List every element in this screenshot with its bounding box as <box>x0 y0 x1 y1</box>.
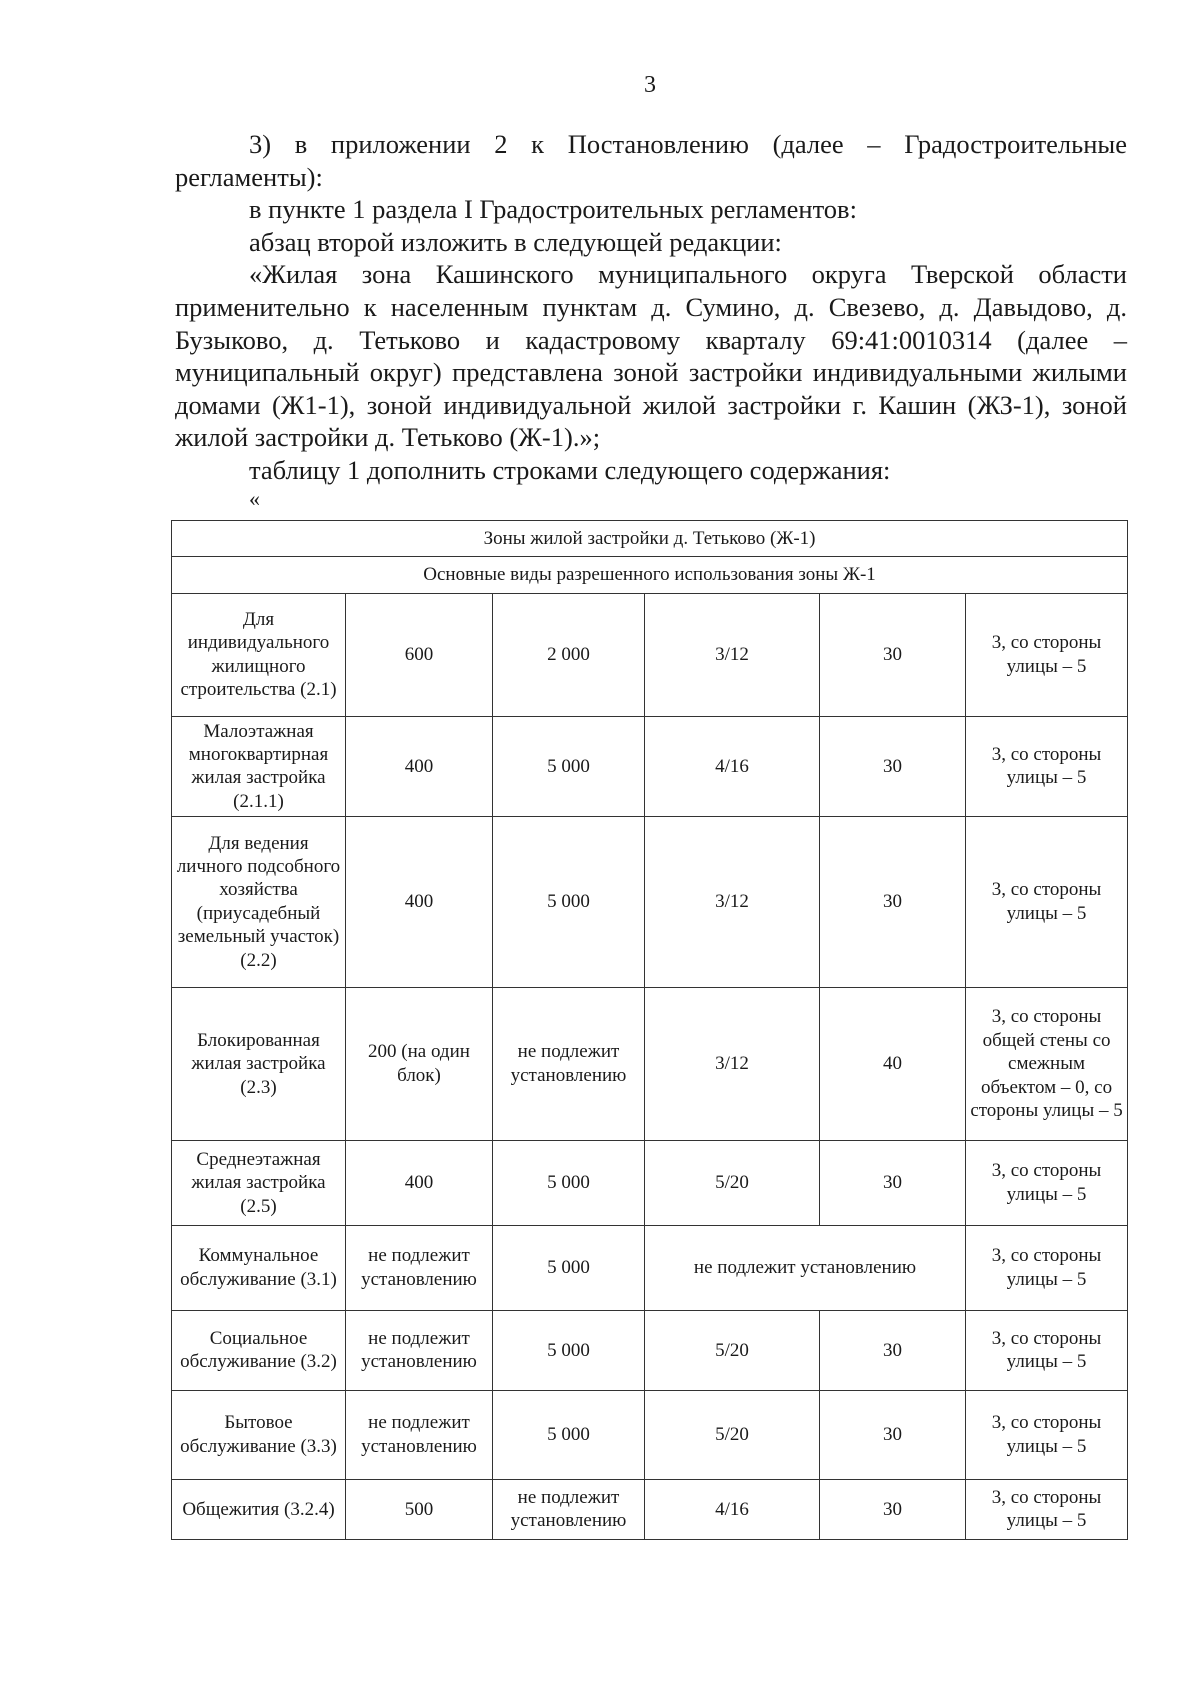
row-min-area: 500 <box>346 1479 493 1539</box>
row-max-area: не подлежит установлению <box>493 987 645 1140</box>
table-subtitle: Основные виды разрешенного использования зоны Ж-1 <box>172 557 1128 593</box>
row-max-area: 5 000 <box>493 1140 645 1225</box>
row-setback: 3, со стороны улицы – 5 <box>966 593 1128 716</box>
row-floors: 3/12 <box>645 816 820 987</box>
table-title: Зоны жилой застройки д. Тетьково (Ж-1) <box>172 521 1128 557</box>
table-title-row <box>172 521 1128 557</box>
row-min-area: 400 <box>346 716 493 816</box>
row-merged-not-set: не подлежит установлению <box>645 1225 966 1310</box>
row-floors: 3/12 <box>645 593 820 716</box>
table-row <box>172 1225 1128 1310</box>
table-row <box>172 1390 1128 1479</box>
row-min-area: 600 <box>346 593 493 716</box>
row-use-name: Среднеэтажная жилая застройка (2.5) <box>172 1140 346 1225</box>
row-min-area: не подлежит установлению <box>346 1310 493 1390</box>
row-use-name: Общежития (3.2.4) <box>172 1479 346 1539</box>
row-floors: 4/16 <box>645 716 820 816</box>
row-setback: 3, со стороны улицы – 5 <box>966 816 1128 987</box>
row-floors: 3/12 <box>645 987 820 1140</box>
paragraph-section-ref: в пункте 1 раздела I Градостроительных регламентов: <box>249 194 857 225</box>
row-setback: 3, со стороны улицы – 5 <box>966 1390 1128 1479</box>
row-floors: 4/16 <box>645 1479 820 1539</box>
row-use-name: Бытовое обслуживание (3.3) <box>172 1390 346 1479</box>
table-row <box>172 716 1128 816</box>
row-coverage: 30 <box>820 1310 966 1390</box>
row-min-area: не подлежит установлению <box>346 1390 493 1479</box>
table-row <box>172 1140 1128 1225</box>
row-coverage: 30 <box>820 1140 966 1225</box>
row-use-name: Малоэтажная многоквартирная жилая застройка (2.1.1) <box>172 716 346 816</box>
table-row <box>172 816 1128 987</box>
row-coverage: 30 <box>820 1479 966 1539</box>
row-setback: 3, со стороны улицы – 5 <box>966 1310 1128 1390</box>
row-use-name: Социальное обслуживание (3.2) <box>172 1310 346 1390</box>
row-use-name: Для индивидуального жилищного строительства (2.1) <box>172 593 346 716</box>
row-min-area: 200 (на один блок) <box>346 987 493 1140</box>
page-number: 3 <box>644 72 656 98</box>
row-max-area: не подлежит установлению <box>493 1479 645 1539</box>
row-use-name: Для ведения личного подсобного хозяйства (приусадебный земельный участок) (2.2) <box>172 816 346 987</box>
row-max-area: 5 000 <box>493 1310 645 1390</box>
row-min-area: 400 <box>346 1140 493 1225</box>
table-subtitle-row <box>172 557 1128 593</box>
paragraph-table-instruction: таблицу 1 дополнить строками следующего содержания: <box>249 454 891 485</box>
row-coverage: 30 <box>820 593 966 716</box>
row-max-area: 5 000 <box>493 716 645 816</box>
row-use-name: Блокированная жилая застройка (2.3) <box>172 987 346 1140</box>
row-max-area: 2 000 <box>493 593 645 716</box>
row-floors: 5/20 <box>645 1390 820 1479</box>
paragraph-edit-instruction: абзац второй изложить в следующей редакции: <box>249 226 782 257</box>
row-max-area: 5 000 <box>493 816 645 987</box>
row-setback: 3, со стороны общей стены со смежным объектом – 0, со стороны улицы – 5 <box>966 987 1128 1140</box>
table-row <box>172 1479 1128 1539</box>
zoning-table <box>171 520 1128 1540</box>
table-row <box>172 593 1128 716</box>
row-coverage: 30 <box>820 1390 966 1479</box>
row-max-area: 5 000 <box>493 1225 645 1310</box>
document-body <box>175 128 1127 511</box>
row-floors: 5/20 <box>645 1310 820 1390</box>
row-floors: 5/20 <box>645 1140 820 1225</box>
row-coverage: 30 <box>820 716 966 816</box>
table-row <box>172 987 1128 1140</box>
row-use-name: Коммунальное обслуживание (3.1) <box>172 1225 346 1310</box>
row-setback: 3, со стороны улицы – 5 <box>966 1140 1128 1225</box>
row-setback: 3, со стороны улицы – 5 <box>966 716 1128 816</box>
row-coverage: 30 <box>820 816 966 987</box>
table-row <box>172 1310 1128 1390</box>
row-max-area: 5 000 <box>493 1390 645 1479</box>
row-setback: 3, со стороны улицы – 5 <box>966 1479 1128 1539</box>
row-min-area: не подлежит установлению <box>346 1225 493 1310</box>
row-coverage: 40 <box>820 987 966 1140</box>
paragraph-amendment-intro: 3) в приложении 2 к Постановлению (далее – Градостроительные регламенты): <box>175 129 1127 192</box>
row-setback: 3, со стороны улицы – 5 <box>966 1225 1128 1310</box>
paragraph-zone-description: «Жилая зона Кашинского муниципального округа Тверской области применительно к населенным пунктам д. Сумино, д. Свезево, д. Давыдово, д. Бузыково, д. Тетьково и кадастровому кварталу 69:41:0010314 (далее – муниципальный округ) представлена зоной застройки индивидуальными жилыми домами (Ж1-1), зоной индивидуальной жилой застройки г. Кашин (ЖЗ-1), зоной жилой застройки д. Тетьково (Ж-1).»; <box>175 259 1127 453</box>
row-min-area: 400 <box>346 816 493 987</box>
opening-quote-mark: « <box>249 485 260 511</box>
